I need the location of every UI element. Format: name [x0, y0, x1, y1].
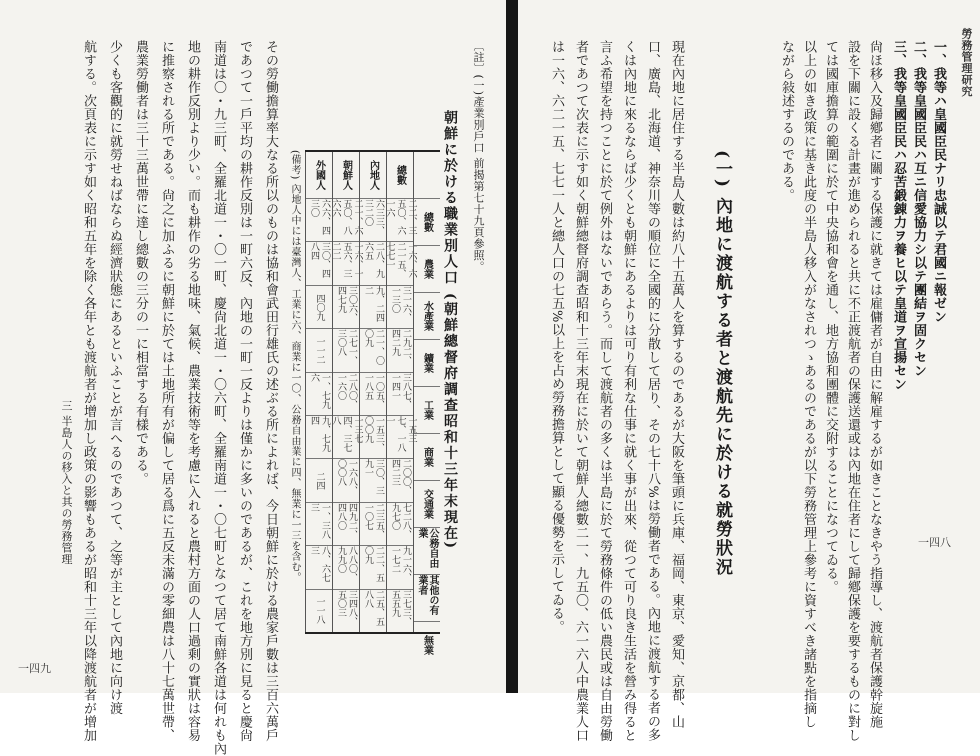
table-cell: 一五三七、一八一: [387, 416, 413, 459]
table-cell: 一、七九六: [306, 373, 332, 416]
book-gutter: [506, 0, 518, 693]
table-cell: 三〇、四八四: [306, 242, 332, 285]
body-line: は一六、六二一五、七七一人と總人口の七五%以上を占め勞務擔算として顯る優勢を示してゐる。: [549, 40, 564, 634]
row-label: 朝鮮人: [333, 152, 359, 199]
header-cell: 鑛業: [414, 340, 440, 387]
table-cell: 一〇五、一八五: [360, 373, 386, 416]
right-folio: 一四八: [918, 536, 951, 549]
body-line: 者であつて次表に示す如く朝鮮總督府調查昭和十三年末現在に於いて朝鮮人總數二一、九五〇、六一六人中農業人口: [573, 40, 588, 742]
paragraph-line: 設を下關に設くる計畫が進められると共に不正渡航者の保護送還或は內地在住者にして歸鄕保護を要するものに對し: [845, 40, 860, 742]
table-cell: 一一八: [314, 597, 325, 625]
table-cell: 三八七、一四一: [387, 373, 413, 416]
left-folio: 一四九: [18, 662, 51, 675]
table-cell: 一、三八三: [306, 503, 332, 546]
oath-line: 一、我等ハ皇國臣民ナリ忠誠以テ君國ニ報ゼン: [931, 40, 946, 324]
table-title: 朝鮮に於ける職業別人口 (朝鮮總督府調查昭和十三年末現在): [442, 110, 458, 551]
table-header-row: [413, 152, 440, 655]
table-cell: 二八、九六五: [360, 242, 386, 285]
table-cell: 一三七四、三七八: [333, 416, 359, 459]
row-label: 內地人: [360, 152, 386, 199]
body-line: 南道は〇・九三町、全羅北道一・〇一町、慶尙北道一・〇六町、全羅南道一・〇七町となつて居て南鮮各道は何れも內: [211, 40, 226, 756]
table-cell: 三七三、五五九: [390, 589, 411, 626]
table-cell: 二〇〇、四二三: [387, 459, 413, 502]
body-line: 現在內地に居住する半島人數は約八十五萬人を算するのであるが大阪を筆頭に兵庫、福岡、東京、愛知、京都、山: [669, 40, 684, 729]
table-cell: 一六八、〇〇八: [333, 459, 359, 502]
right-page: [518, 0, 980, 742]
header-cell: 商業: [414, 434, 440, 481]
table-cell: 二七一、三〇八: [333, 329, 359, 372]
table-cell: 三四八、五〇三: [336, 589, 357, 626]
paragraph-line: 尙ほ移入及歸鄕者に關する保護に就きては雇傭者が自由に解雇するが如きことなきやう指導し、渡航者保護幹旋施: [867, 40, 882, 729]
table-cell: 六三三、三二〇: [360, 199, 386, 242]
table-row: [305, 152, 332, 632]
header-cell: 農業: [414, 246, 440, 293]
body-line: 農業勞働者は三十三萬世帶に達し總數の三分の一に相當する有樣である。: [133, 40, 148, 486]
header-cell: 工業: [414, 387, 440, 434]
header-cell: 無業: [421, 635, 433, 655]
row-label: 總數: [387, 152, 413, 199]
table-cell: 一五三、〇〇九: [360, 416, 386, 459]
table-corner: [414, 152, 440, 199]
body-line: その勞働擔算率大なる所以のものは協和會武田行雄氏の述ぶる所によれば、今日朝鮮に於ける農家戶數は三百六萬戶: [263, 40, 278, 742]
table-cell: 八八〇、九九〇: [333, 546, 359, 589]
table-cell: 三一六、一三〇: [387, 286, 413, 329]
header-cell: 總數: [414, 199, 440, 246]
oath-line: 二、我等皇國臣民ハ互ニ信愛協力シ以テ團結ヲ固クセン: [911, 40, 926, 378]
table-cell: 二八〇、一六〇: [333, 373, 359, 416]
table-cell: 三〇六、四七九: [333, 286, 359, 329]
left-footer: 三 半島人の移入と其の勞務管理: [60, 400, 73, 565]
paragraph-line: 以上の如き政策に基き此度の半島人移入がなされつゝあるのであるが以下勞務管理上參考に資すべき諸點を指摘し: [801, 40, 816, 729]
table-row: [384, 152, 417, 632]
table-cell: 七二八、九七〇: [387, 503, 413, 546]
table-cell: 一六、一五六、三二二: [333, 242, 359, 285]
row-label: 外國人: [306, 152, 332, 199]
table-remark: (備考) 內地人中には臺灣人、工業に六、商業に一〇、公務自由業に四、無業に一三を含む。: [289, 150, 300, 583]
header-cell: 公務自由業: [414, 528, 440, 575]
header-cell: 其他の有業者: [414, 575, 440, 622]
table-cell: 九一六、一七二: [387, 546, 413, 589]
paragraph-line: ては國庫擔算の範圍に於て中央協和會を通し、地方協和團體に交附することになつてゐる。: [823, 40, 838, 594]
table-cell: 四〇九: [306, 286, 332, 329]
body-line: くは內地に來るならば少くとも朝鮮にあるよりは可り有利な仕事に就く事が出來、從つて可り良き生活を營み得ると: [621, 40, 636, 742]
body-line: であつて一戶平均の耕作反別は一町六反、內地の一町一反よりは僅かに多いのであるが、これを地方別に見ると慶尙: [237, 40, 252, 742]
table-cell: 二四: [306, 459, 332, 502]
body-line: 航する。次頁表に示す如く昭和五年を除く各年とも渡航者が增加し政策の影響もあるが昭和十三年以降渡航者が增加: [81, 40, 96, 742]
table-cell: 九、二四二: [360, 286, 386, 329]
paragraph-line: ながら敍述するのである。: [779, 40, 794, 202]
table-cell: 二一、六五〇、八六六: [333, 199, 359, 242]
oath-line: 三、我等皇國臣民ハ忍苦鍛錬力ヲ養ヒ以テ皇道ヲ宣揚セン: [891, 40, 906, 391]
table-cell: 一六、六二一五、七七一: [387, 242, 413, 285]
body-line: 地の耕作反別より少い。而も耕作の劣る地味、氣候、農業技術等を考慮に入れると農村方面の人口過剩の實狀は容易: [185, 40, 200, 742]
running-head: 勞務管理研究: [960, 28, 973, 97]
body-line: 少くも客觀的に就勞せねばならぬ經濟狀態にあるといふことが言へるのであつて、之等が主として內地に向け渡: [107, 40, 122, 715]
table-row: [359, 152, 386, 632]
table-cell: 八、六七三: [306, 546, 332, 589]
table-cell: 三〇、三九一: [360, 459, 386, 502]
occupation-table: [305, 150, 440, 655]
header-cell: 水產業: [414, 293, 440, 340]
body-line: 口、廣島、北海道、神奈川等の順位に全國的に分散して居り、その七十八%は勞働者である。內地に渡航する者の多: [645, 40, 660, 742]
body-line: 言ふ希望を持つことに於て例外はないであらう。而して渡航者の多くは半島に於て勞務條件の低い農民或は自由勞働: [597, 40, 612, 742]
table-cell: 二三五、一〇七: [360, 503, 386, 546]
table-cell: 一一二: [306, 329, 332, 372]
table-cell: 九、七九四: [306, 416, 332, 459]
table-note: 〔註〕(一)產業別戶口 前揭第七十九頁參照。: [472, 40, 485, 273]
section-title: (一) 內地に渡航する者と渡航先に於ける就勞狀況: [712, 150, 732, 578]
table-cell: 二五、五八八: [363, 589, 384, 626]
table-row: [330, 152, 363, 632]
header-cell: 交通業: [414, 481, 440, 528]
table-cell: 六六、四三〇: [306, 199, 332, 242]
table-cell: 二二、三五〇、六一六: [387, 199, 413, 242]
table-cell: 二九二、四二九: [387, 329, 413, 372]
table-cell: 二二、五〇九: [360, 546, 386, 589]
table-cell: 二一、〇〇九: [360, 329, 386, 372]
body-line: に推察される所である。尙之に加ふるに朝鮮に於ては土地所有が偏して居る爲に五反未滿の零細農は八十七萬世帶、: [159, 40, 174, 742]
table-cell: 四九二、四八〇: [333, 503, 359, 546]
